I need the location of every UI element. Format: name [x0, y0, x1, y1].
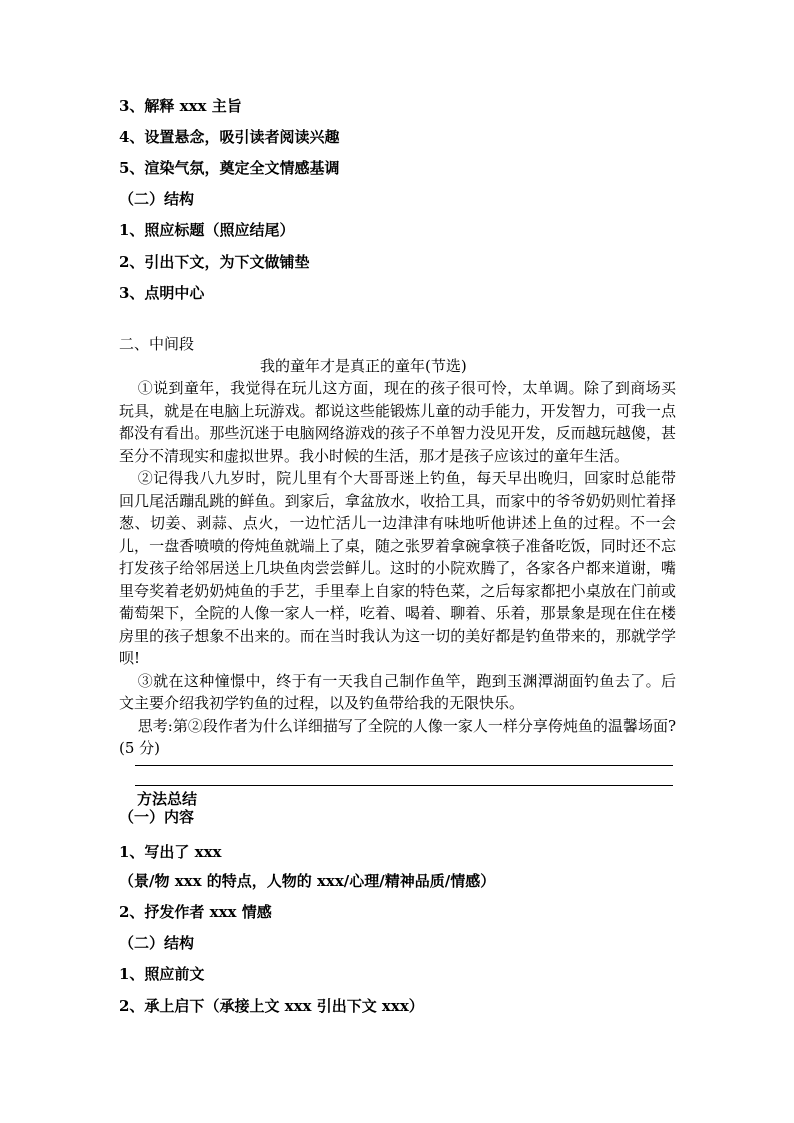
thinking-question: 思考:第②段作者为什么详细描写了全院的人像一家人一样分享侉炖鱼的温馨场面?(5 分) [119, 716, 676, 757]
intro-function-5: 5、渲染气氛，奠定全文情感基调 [119, 159, 340, 177]
intro-structure-item-1: 1、照应标题（照应结尾） [119, 221, 295, 239]
passage-paragraph-2: ②记得我八九岁时，院儿里有个大哥哥迷上钓鱼，每天早出晚归，回家时总能带回几尾活蹦乱跳的鲜鱼。到家后，拿盆放水，收拾工具，而家中的爷爷奶奶则忙着择葱、切姜、剥蒜、点火，一边忙活儿一边津津有味地听他讲述上鱼的过程。不一会儿，一盘香喷喷的侉炖鱼就端上了桌，随之张罗着拿碗拿筷子准备吃饭，同时还不忘打发孩子给邻居送上几块鱼肉尝尝鲜儿。这时的小院欢腾了，各家各户都来道谢，嘴里夸奖着老奶奶炖鱼的手艺，手里奉上自家的特色菜，之后每家都把小桌放在门前或葡萄架下，全院的人像一家人一样，吃着、喝着、聊着、乐着，那景象是现在住在楼房里的孩子想象不出来的。而在当时我认为这一切的美好都是钓鱼带来的，那就学学呗! [119, 469, 676, 667]
method-content-detail: （景/物 xxx 的特点，人物的 xxx/心理/精神品质/情感） [119, 872, 496, 890]
method-structure-heading: （二）结构 [119, 934, 195, 952]
passage-paragraph-1: ①说到童年，我觉得在玩儿这方面，现在的孩子很可怜，太单调。除了到商场买玩具，就是在电脑上玩游戏。都说这些能锻炼儿童的动手能力，开发智力，可我一点都没有看出。那些沉迷于电脑网络游戏的孩子不单智力没见开发，反而越玩越傻，甚至分不清现实和虚拟世界。我小时候的生活，那才是孩子应该过的童年生活。 [119, 379, 676, 465]
intro-function-4: 4、设置悬念，吸引读者阅读兴趣 [119, 128, 340, 146]
answer-line-2 [135, 785, 673, 786]
method-content-heading: （一）内容 [119, 808, 195, 826]
intro-structure-item-2: 2、引出下文，为下文做铺垫 [119, 253, 310, 271]
reading-passage [119, 377, 676, 760]
intro-structure-heading: （二）结构 [119, 190, 195, 208]
middle-section-heading: 二、中间段 [119, 335, 195, 353]
intro-structure-item-3: 3、点明中心 [119, 284, 205, 302]
passage-paragraph-3: ③就在这种憧憬中，终于有一天我自己制作鱼竿，跑到玉渊潭湖面钓鱼去了。后文主要介绍我初学钓鱼的过程，以及钓鱼带给我的无限快乐。 [119, 671, 676, 712]
method-structure-item-1: 1、照应前文 [119, 965, 205, 983]
passage-title: 我的童年才是真正的童年(节选) [260, 357, 467, 375]
answer-line-1 [135, 765, 673, 766]
intro-function-3: 3、解释 xxx 主旨 [119, 97, 242, 115]
method-content-item-1: 1、写出了 xxx [119, 843, 222, 861]
method-summary-heading: 方法总结 [137, 790, 198, 808]
method-content-item-2: 2、抒发作者 xxx 情感 [119, 903, 272, 921]
method-structure-item-2: 2、承上启下（承接上文 xxx 引出下文 xxx） [119, 997, 424, 1015]
